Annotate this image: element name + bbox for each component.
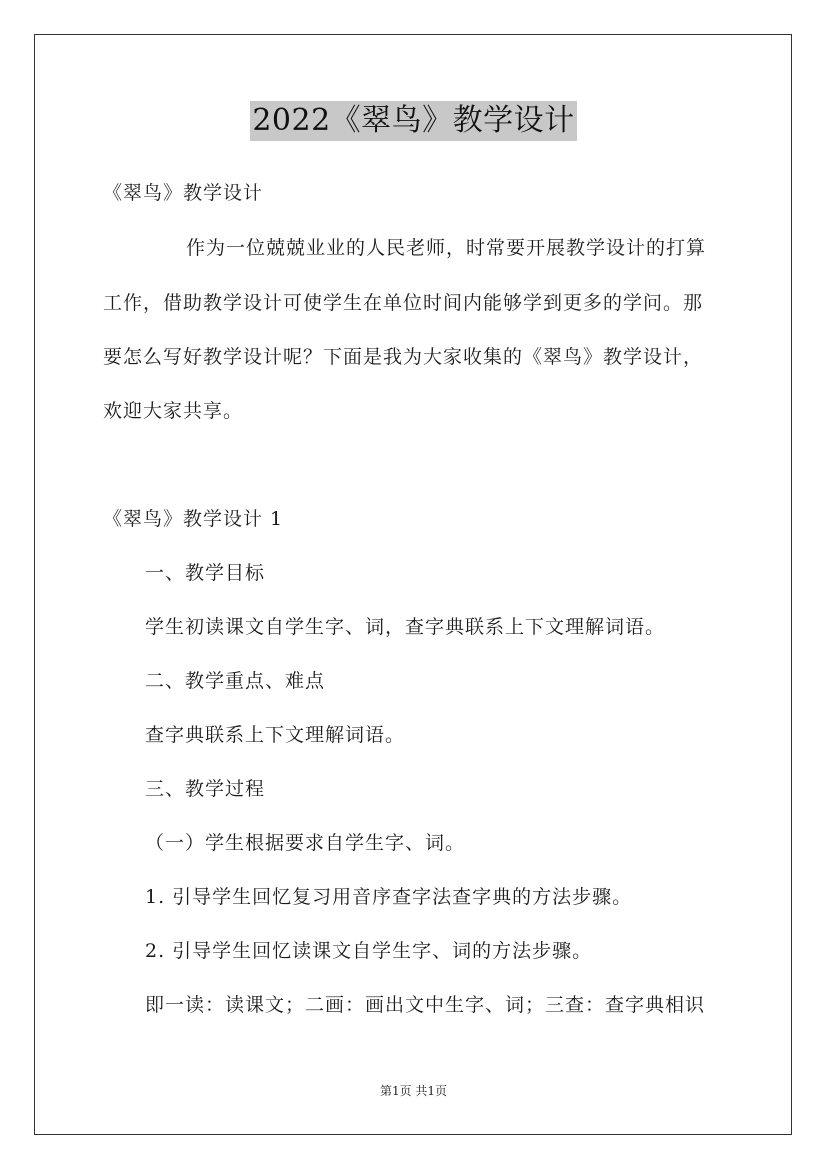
section-title: 《翠鸟》教学设计 1 [103, 508, 284, 530]
body-paragraph: 查字典联系上下文理解词语。 [145, 724, 406, 746]
intro-line-3: 要怎么写好教学设计呢？下面是我为大家收集的《翠鸟》教学设计， [103, 346, 704, 368]
body-paragraph: 即一读：读课文；二画：画出文中生字、词；三查：查字典相识 [145, 994, 706, 1016]
body-paragraph: （一）学生根据要求自学生字、词。 [145, 832, 466, 854]
heading-objectives: 一、教学目标 [145, 562, 266, 584]
title-container [0, 101, 827, 141]
intro-line-4: 欢迎大家共享。 [103, 400, 244, 422]
heading-key-points: 二、教学重点、难点 [145, 670, 326, 692]
body-paragraph: 2. 引导学生回忆读课文自学生字、词的方法步骤。 [145, 940, 593, 962]
document-subtitle: 《翠鸟》教学设计 [103, 182, 264, 204]
heading-process: 三、教学过程 [145, 778, 266, 800]
body-paragraph: 1. 引导学生回忆复习用音序查字法查字典的方法步骤。 [145, 886, 633, 908]
intro-line-2: 工作，借助教学设计可使学生在单位时间内能够学到更多的学问。那 [103, 292, 704, 314]
body-paragraph: 学生初读课文自学生字、词，查字典联系上下文理解词语。 [145, 616, 666, 638]
page-footer: 第1页 共1页 [379, 1084, 448, 1098]
intro-line-1: 作为一位兢兢业业的人民老师，时常要开展教学设计的打算 [186, 237, 707, 259]
document-title: 2022《翠鸟》教学设计 [250, 101, 576, 141]
